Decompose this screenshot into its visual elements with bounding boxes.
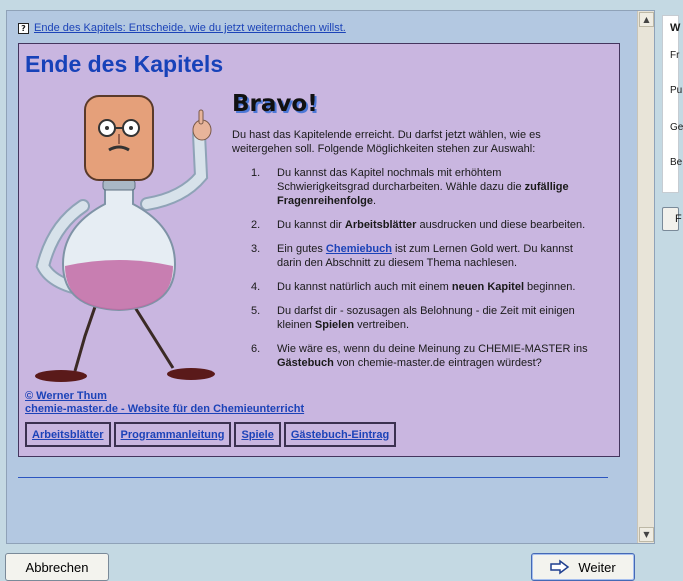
spiele-button[interactable]: Spiele: [234, 422, 280, 447]
programmanleitung-button[interactable]: Programmanleitung: [114, 422, 232, 447]
vertical-scrollbar[interactable]: [637, 11, 654, 543]
option-number: 4.: [251, 281, 261, 293]
gaestebuch-button[interactable]: Gästebuch-Eintrag: [284, 422, 396, 447]
option-number: 6.: [251, 343, 261, 355]
side-panel: [662, 15, 683, 193]
arbeitsblaetter-button[interactable]: Arbeitsblätter: [25, 422, 111, 447]
scroll-up-icon[interactable]: ▲: [639, 12, 654, 27]
option-text: Du kannst dir Arbeitsblätter ausdrucken und diese bearbeiten.: [277, 219, 586, 231]
side-panel-button-label: F: [675, 213, 682, 225]
options-list: [251, 166, 591, 370]
option-number: 2.: [251, 219, 261, 231]
side-panel-label: Ge: [670, 122, 683, 133]
option-number: 5.: [251, 305, 261, 317]
side-panel-label: Fr: [670, 50, 680, 61]
list-item: [251, 342, 591, 370]
option-text: Du kannst das Kapitel nochmals mit erhöhtem Schwierigkeitsgrad durcharbeiten. Wähle dazu die zufällige Fragenreihenfolge.: [277, 167, 569, 207]
content-frame: [6, 10, 655, 544]
option-emphasis: Gästebuch: [277, 357, 334, 369]
page-title: Ende des Kapitels: [25, 51, 224, 77]
option-text: Wie wäre es, wenn du deine Meinung zu CHEMIE-MASTER ins Gästebuch von chemie-master.de eintragen würdest?: [277, 343, 588, 369]
list-item: [251, 242, 591, 270]
list-item: [251, 304, 591, 332]
author-link[interactable]: © Werner Thum: [25, 390, 107, 402]
option-emphasis: zufällige Fragenreihenfolge: [277, 181, 569, 207]
list-item: [251, 166, 591, 208]
side-panel-label: Pu: [670, 85, 683, 96]
next-button-label: Weiter: [578, 559, 616, 575]
list-item: [251, 218, 591, 232]
option-emphasis: neuen Kapitel: [451, 281, 524, 293]
info-link[interactable]: Ende des Kapitels: Entscheide, wie du jetzt weitermachen willst.: [34, 22, 346, 34]
option-number: 3.: [251, 243, 261, 255]
next-button[interactable]: [531, 553, 635, 581]
cancel-button-label: Abbrechen: [25, 559, 89, 575]
help-icon[interactable]: ?: [18, 23, 29, 34]
option-emphasis: Arbeitsblätter: [344, 219, 417, 231]
website-link[interactable]: chemie-master.de - Website für den Chemieunterricht: [25, 403, 305, 415]
scroll-down-icon[interactable]: ▼: [639, 527, 654, 542]
side-panel-button[interactable]: [662, 207, 682, 231]
arrow-right-icon: [550, 560, 570, 574]
option-text: Ein gutes Chemiebuch ist zum Lernen Gold wert. Du kannst darin den Abschnitt zu diesem Thema nachlesen.: [277, 243, 573, 269]
option-emphasis: Spielen: [314, 319, 355, 331]
info-bar: [18, 21, 346, 35]
chemiebuch-link[interactable]: Chemiebuch: [325, 243, 392, 255]
option-text: Du kannst natürlich auch mit einem neuen Kapitel beginnen.: [277, 281, 576, 293]
option-text: Du darfst dir - sozusagen als Belohnung - die Zeit mit einigen kleinen Spielen vertreiben.: [277, 305, 575, 331]
option-number: 1.: [251, 167, 261, 179]
divider: [18, 477, 608, 478]
intro-text: Du hast das Kapitelende erreicht. Du darfst jetzt wählen, wie es weitergehen soll. Folgende Möglichkeiten stehen zur Auswahl:: [232, 129, 541, 155]
side-panel-label: Be: [670, 157, 683, 168]
side-panel-header: W: [670, 22, 681, 34]
bravo-heading: Bravo!: [232, 91, 318, 117]
list-item: [251, 280, 591, 294]
link-button-row: [25, 422, 396, 447]
cancel-button[interactable]: [5, 553, 109, 581]
flask-character-illustration: [23, 86, 223, 386]
credits: [25, 390, 304, 416]
chapter-end-panel: [18, 43, 620, 457]
